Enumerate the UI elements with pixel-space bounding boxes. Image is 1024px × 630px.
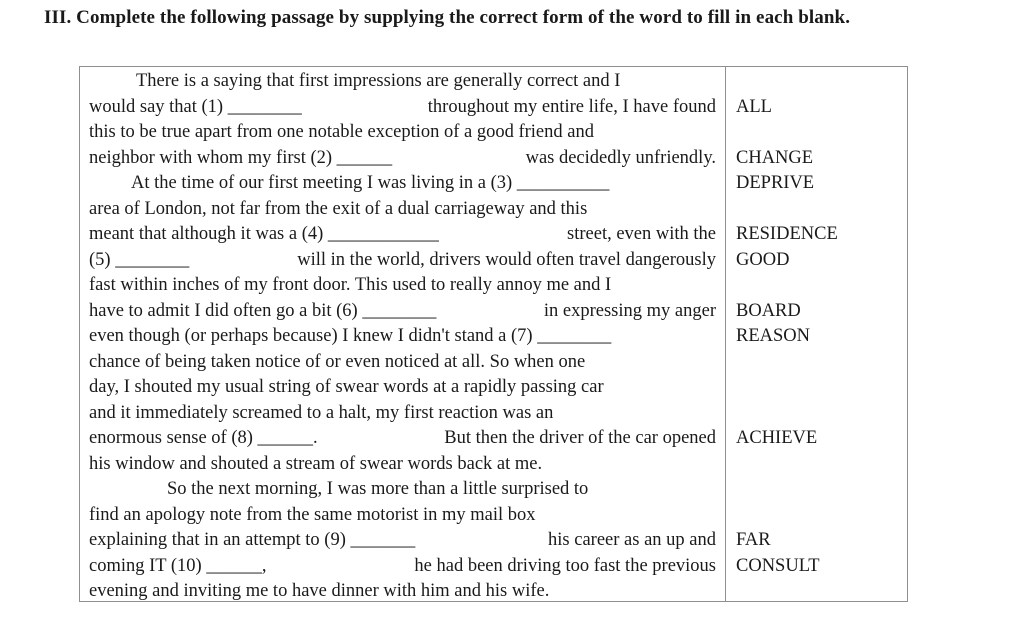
column-divider	[725, 67, 726, 601]
passage-line	[89, 554, 716, 579]
passage-line	[89, 324, 611, 349]
passage-text: this to be true apart from one notable exception of a good friend and	[89, 122, 594, 142]
passage-text: coming IT (10) ______,	[89, 555, 267, 576]
passage-text: fast within inches of my front door. This used to really annoy me and I	[89, 275, 612, 295]
passage-line	[89, 273, 611, 298]
passage-text: will in the world, drivers would often travel dangerously	[297, 249, 716, 270]
passage-line	[167, 477, 588, 502]
passage-text: have to admit I did often go a bit (6) ________	[89, 300, 437, 321]
passage-text: street, even with the	[567, 224, 716, 244]
passage-text: There is a saying that first impressions are generally correct and I	[136, 71, 621, 91]
passage-line	[89, 197, 587, 222]
passage-text: enormous sense of (8) ______.	[89, 428, 318, 448]
passage-text: even though (or perhaps because) I knew I didn't stand a (7) ________	[89, 326, 612, 346]
passage-text: neighbor with whom my first (2) ______	[89, 147, 393, 168]
passage-text: area of London, not far from the exit of a dual carriageway and this	[89, 198, 588, 219]
passage-text: throughout my entire life, I have found	[427, 96, 716, 117]
passage-text: chance of being taken notice of or even noticed at all. So when one	[89, 351, 586, 372]
passage-line	[89, 426, 716, 451]
passage-text: (5) ________	[89, 249, 190, 270]
passage-text: explaining that in an attempt to (9) _______	[89, 530, 416, 550]
passage-text: evening and inviting me to have dinner with him and his wife.	[89, 581, 550, 601]
passage-line	[89, 299, 716, 324]
exercise-heading: III. Complete the following passage by supplying the correct form of the word to fill in each blank.	[44, 7, 851, 28]
root-word: DEPRIVE	[736, 173, 815, 193]
passage-line	[89, 401, 553, 426]
passage-line	[136, 69, 620, 94]
passage-line	[89, 528, 716, 553]
passage-line	[89, 503, 536, 528]
passage-line	[89, 120, 594, 145]
root-word: FAR	[736, 530, 771, 550]
passage-text: his career as an up and	[548, 530, 716, 550]
passage-text: find an apology note from the same motorist in my mail box	[89, 504, 536, 525]
passage-line	[89, 248, 716, 273]
passage-text: would say that (1) ________	[89, 96, 302, 117]
passage-line	[89, 146, 716, 171]
root-word: GOOD	[736, 249, 790, 270]
root-word: ACHIEVE	[736, 428, 818, 448]
passage-text: was decidedly unfriendly.	[525, 147, 716, 168]
passage-line	[89, 350, 585, 375]
passage-text: So the next morning, I was more than a little surprised to	[167, 479, 589, 499]
passage-text: meant that although it was a (4) ____________	[89, 224, 439, 244]
passage-text: day, I shouted my usual string of swear words at a rapidly passing car	[89, 377, 604, 397]
passage-text: in expressing my anger	[543, 300, 716, 321]
root-word: CHANGE	[736, 147, 814, 168]
passage-line	[89, 375, 604, 400]
root-word: REASON	[736, 326, 811, 346]
passage-text: he had been driving too fast the previous	[414, 555, 716, 576]
root-word: ALL	[736, 96, 772, 117]
root-word: RESIDENCE	[736, 224, 838, 244]
root-word: CONSULT	[736, 555, 820, 576]
passage-text: his window and shouted a stream of swear words back at me.	[89, 453, 543, 474]
passage-text: At the time of our first meeting I was living in a (3) __________	[131, 173, 610, 193]
passage-line	[89, 452, 542, 477]
passage-text: But then the driver of the car opened	[444, 428, 716, 448]
passage-text: and it immediately screamed to a halt, my first reaction was an	[89, 402, 554, 423]
passage-line	[89, 579, 549, 604]
passage-line	[131, 171, 609, 196]
passage-line	[89, 95, 716, 120]
passage-line	[89, 222, 716, 247]
exercise-table	[79, 66, 908, 602]
root-word: BOARD	[736, 300, 801, 321]
